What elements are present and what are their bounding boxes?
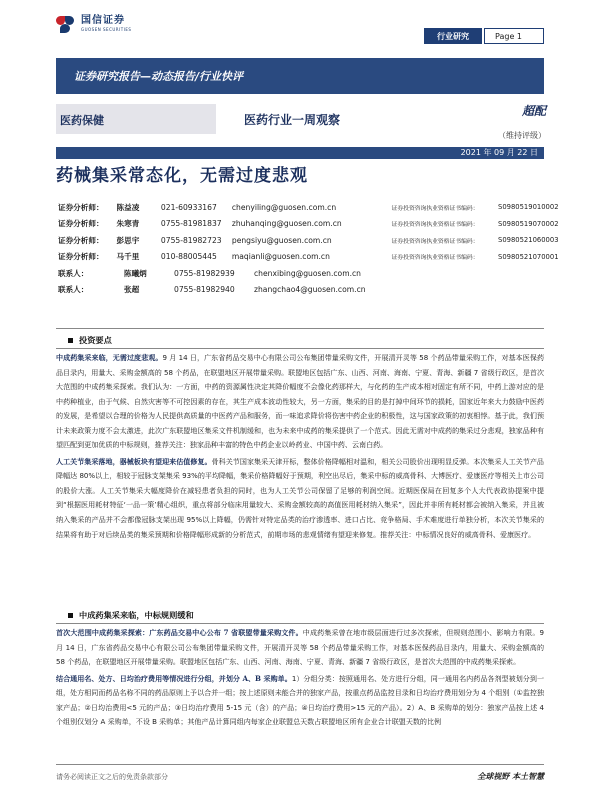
paragraph	[56, 672, 544, 730]
analyst-name: 彭思宇	[116, 235, 140, 245]
logo-text-cn: 国信证券	[81, 15, 125, 26]
analyst-cert-label: 证券投资咨询执业资格证书编码：	[391, 205, 479, 212]
contact-phone: 0755-81982940	[174, 285, 235, 295]
analyst-row	[58, 249, 558, 266]
analyst-cert-label: 证券投资咨询执业资格证书编码：	[391, 222, 479, 229]
footer-divider	[56, 764, 544, 765]
contact-row	[58, 282, 558, 299]
logo-text-en: GUOSEN SECURITIES	[81, 27, 132, 32]
analyst-name: 朱寒青	[116, 219, 140, 229]
section-bullet-icon	[68, 613, 73, 618]
analyst-row	[58, 199, 558, 216]
paragraph-lead: 首次大范围中成药集采探索：广东药品交易中心公布 7 省联盟带量采购文件。	[56, 628, 303, 637]
contact-row	[58, 265, 558, 282]
sector-label: 医药保健	[56, 104, 216, 134]
rating-label: 超配	[521, 104, 546, 118]
analyst-role: 证券分析师：	[58, 252, 104, 262]
analyst-cert-no: S0980519010002	[498, 203, 559, 212]
contact-role: 联系人：	[58, 268, 89, 278]
analyst-email: maqianli@guosen.com.cn	[231, 252, 330, 262]
contact-phone: 0755-81982939	[174, 268, 235, 278]
analyst-phone: 010-88005445	[160, 252, 217, 262]
contact-email: chenxibing@guosen.com.cn	[254, 268, 361, 278]
analyst-phone: 0755-81982723	[160, 235, 222, 245]
contact-email: zhangchao4@guosen.com.cn	[254, 285, 366, 295]
analyst-email: chenyiling@guosen.com.cn	[231, 202, 337, 212]
section-heading: 投资要点	[79, 334, 112, 345]
analyst-email: zhuhanqing@guosen.com.cn	[231, 219, 342, 229]
analyst-cert-no: S0980521060003	[498, 236, 559, 245]
analyst-row	[58, 216, 558, 233]
paragraph-body: 中成药集采曾在地市级层面进行过多次探索，但规则范围小、影响力有限。9 月 14 日，广东省药品交易中心有限公司公布集团带量采购文件，开展清开灵等 58 个药品带量采购工作，对基本医保药品目录内，用量大、采购金额高的 58 个药品，在联盟地区开展带量采购。联盟地区包括广东、山西、河南、海南、宁夏、青海、新疆 7 省级行政区，是首次大范围的中成药集采探索。	[56, 628, 544, 667]
paragraph	[56, 351, 544, 453]
report-tag: 行业研究	[424, 28, 482, 44]
analyst-cert-label: 证券投资咨询执业资格证书编码：	[391, 238, 479, 245]
page-label: Page 1	[484, 28, 544, 44]
paragraph-lead: 人工关节集采落地，器械板块有望迎来估值修复。	[56, 456, 212, 466]
analyst-email: pengsiyu@guosen.com.cn	[231, 235, 332, 245]
paragraph-body: 1）分组分类：按照通用名、处方进行分组，同一通用名内药品各剂型被划分到一组，处方相同而药品名称不同的药品原则上予以合并一组；按上述原则未能合并的独家产品，按重点药品监控目录和日均治疗费用划分为 4 个组别（①监控独家产品；②日均治费用<5 元的产品；③日均治疗费用 5-15 元（含）的产品；④日均治疗费用>15 元的产品）。2）A、B 采购单的划分：独家产品按上述 4 个组别仅划分 A 采购单，不设 B 采购单；其他产品计算同组内每家企业联盟总天数占联盟地区所有企业合计联盟天数的比例	[56, 673, 544, 727]
analyst-cert-no: S0980521070001	[498, 252, 559, 261]
paragraph-body: 骨科关节国家集采天津开标，整体价格降幅相对温和，相关公司股价出现明显反弹。本次集采人工关节产品降幅达 80%以上，相较于冠脉支架集采 93%的平均降幅，集采价格降幅好于预期，利空出尽后，集采中标的威高骨科、大博医疗、爱康医疗等相关上市公司的股价大涨。人工关节集采大幅度降价在减轻患者负担的同时，也为人工关节公司保留了足够的利润空间。近期医保局在回复多个人大代表政协提案中提到“根据医用耗材特征‘一品一策’精心组织，重点将部分临床用量较大、采购金额较高的高值医用耗材纳入集采”，因此并非所有耗材都会被纳入集采，并且被纳入集采的产品并不会都像冠脉支架出现 95%以上降幅，仍需针对特定品类的治疗渗透率、进口占比、竞争格局、手术难度进行单独分析，本次关节集采的结果将有助于对后续品类的集采预期和价格降幅形成新的分析范式，前期市场的悲观情绪有望迎来修复。推荐关注：中标情况良好的威高骨科、爱康医疗。	[56, 456, 544, 539]
analyst-name: 马千里	[116, 252, 140, 262]
report-type-banner: 证券研究报告—动态报告/行业快评	[56, 58, 544, 94]
section-heading: 中成药集采来临，中标规则缓和	[79, 609, 194, 620]
analyst-role: 证券分析师：	[58, 202, 104, 212]
paragraph-lead: 中成药集采来临，无需过度悲观。	[56, 353, 163, 362]
analyst-row	[58, 232, 558, 249]
company-logo	[56, 14, 131, 34]
section-divider	[56, 623, 544, 624]
analyst-phone: 021-60933167	[160, 202, 217, 212]
paragraph	[56, 455, 544, 542]
analyst-name: 陈益凌	[116, 202, 140, 212]
analyst-role: 证券分析师：	[58, 235, 104, 245]
page-title: 药械集采常态化，无需过度悲观	[56, 166, 308, 186]
paragraph-lead: 结合通用名、处方、日均治疗费用等情况进行分组，并划分 A、B 采购单。	[56, 673, 292, 683]
paragraph-body: 9 月 14 日，广东省药品交易中心有限公司公布集团带量采购文件，开展清开灵等 58 个药品带量采购工作，对基本医保药品目录内，用量大、采购金额高的 58 个药品，在联盟地区开展带量采购。联盟地区包括广东、山西、河南、海南、宁夏、青海、新疆 7 省级行政区，是首次大范围的中成药集采探索。我们认为：一方面，中药的资源属性决定其降价幅度不会像化药那样大，与化药的生产成本相对固定有所不同，中药上游对应的是中药种植业，由于气候、自然灾害等不可控因素的存在，其生产成本波动性较大，另一方面，集采的目的是打掉中间环节的损耗，国家近年来大力鼓励中医药的发展，是希望以合理的价格为人民提供高质量的中医药产品和服务，而一味追求降价将伤害中药企业的积极性，这与国家政策的初衷相悖。基于此，我们预计未来政策力度不会太激进，此次广东联盟地区集采文件机制缓和，也为未来中成药的集采提供了一个范式。因此无需对中成药的集采过分悲观，独家品种有望匹配到更加优质的中标规则，推荐关注：独家品种丰富的特色中药企业以岭药业、中国中药、云南白药。	[56, 353, 544, 450]
header-divider	[56, 328, 544, 329]
analyst-role: 证券分析师：	[58, 219, 104, 229]
contact-role: 联系人：	[58, 285, 89, 295]
contact-name: 陈曦炳	[124, 268, 147, 278]
footer-disclaimer: 请务必阅读正文之后的免责条款部分	[56, 773, 168, 781]
section-bullet-icon	[68, 338, 73, 343]
section-tcm-procurement	[56, 608, 544, 730]
rating-note: （维持评级）	[498, 131, 546, 140]
logo-mark-icon	[56, 14, 76, 34]
analyst-cert-no: S0980519070002	[498, 219, 559, 228]
analyst-phone: 0755-81981837	[160, 219, 222, 229]
analyst-cert-label: 证券投资咨询执业资格证书编码：	[391, 255, 479, 262]
section-investment-highlights	[56, 333, 544, 542]
paragraph	[56, 626, 544, 670]
report-date: 2021 年 09 月 22 日	[56, 147, 544, 159]
footer-slogan: 全球视野 本土智慧	[477, 771, 544, 781]
contact-name: 张超	[124, 285, 140, 295]
column-title: 医药行业一周观察	[216, 104, 466, 134]
analyst-list	[58, 199, 558, 298]
section-divider	[56, 348, 544, 349]
